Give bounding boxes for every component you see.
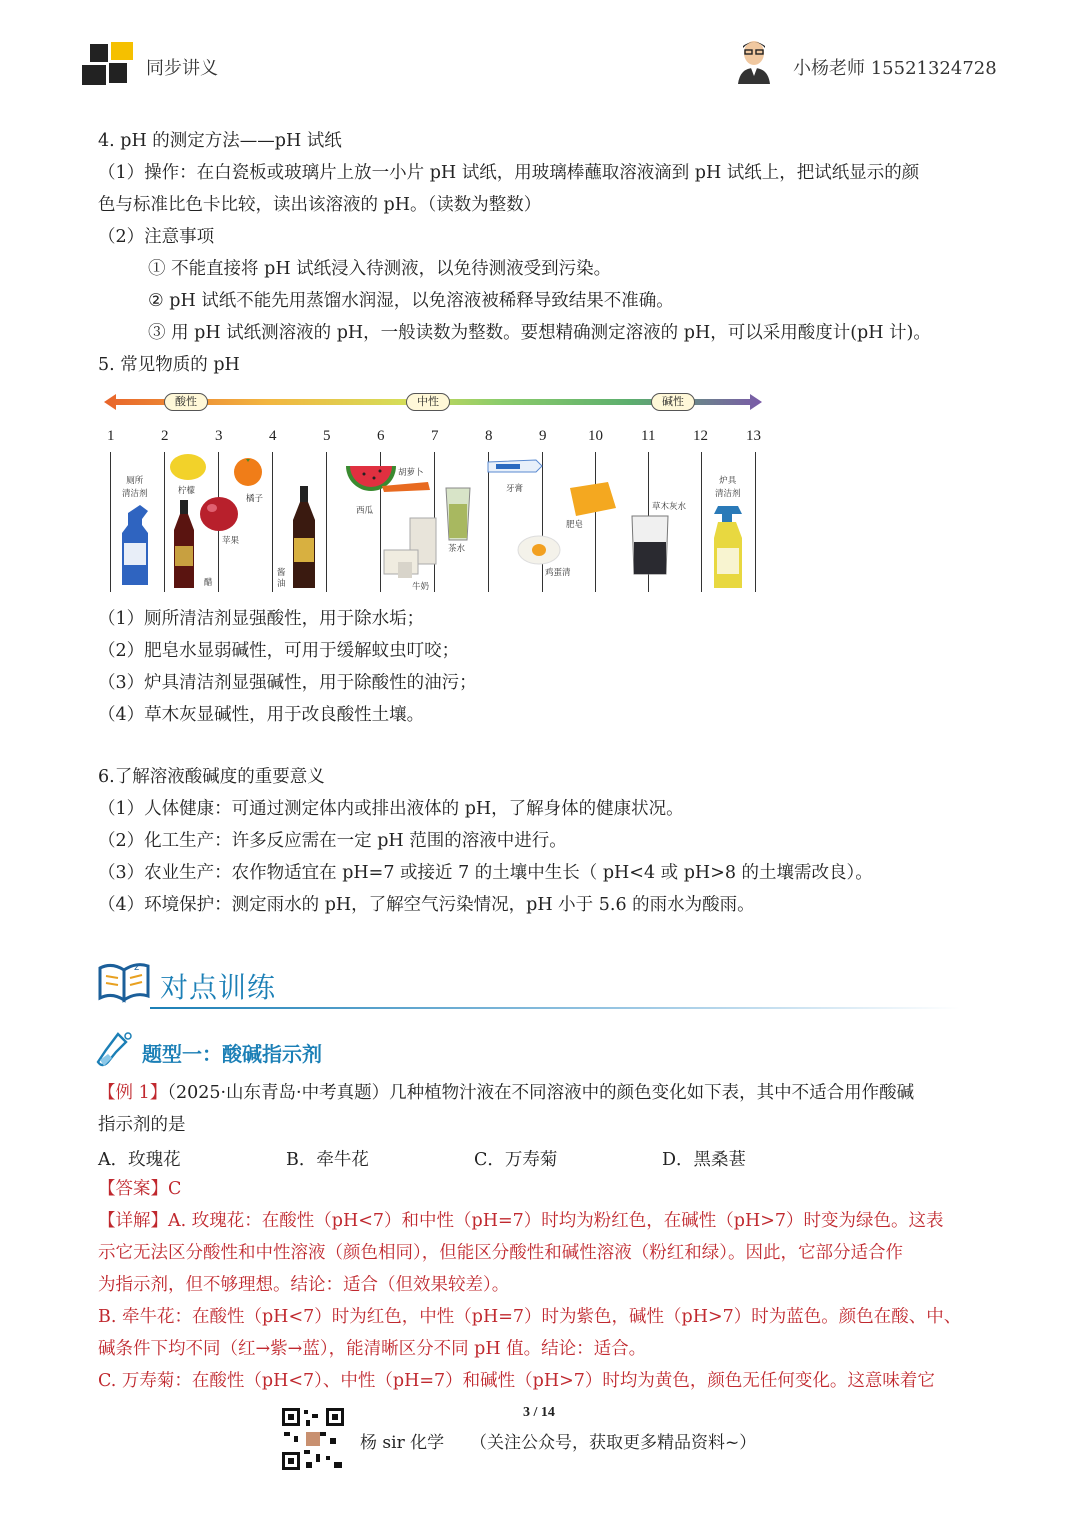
option-d: D．黑桑葚: [662, 1150, 747, 1170]
tick-label: 4: [269, 428, 277, 444]
tea-glass-icon: [444, 486, 472, 542]
section-6-item1: （1）人体健康：可通过测定体内或排出液体的 pH，了解身体的健康状况。: [98, 799, 684, 819]
orange-icon: [232, 456, 264, 488]
neutral-label: 中性: [406, 393, 450, 411]
example-tag: 【例 1】: [98, 1083, 168, 1103]
tick-label: 13: [746, 428, 761, 444]
lemon-icon: [168, 452, 208, 484]
section-6-item4: （4）环境保护：测定雨水的 pH，了解空气污染情况，pH 小于 5.6 的雨水为酸雨。: [98, 895, 755, 915]
scale-divider: [755, 452, 756, 592]
footer-brand: 杨 sir 化学: [360, 1433, 445, 1453]
tick-label: 11: [641, 428, 656, 444]
detail-line1: A. 玫瑰花：在酸性（pH<7）和中性（pH=7）时均为粉红色，在碱性（pH>7）时变为绿色。这表: [168, 1211, 944, 1231]
option-c: C．万寿菊: [474, 1150, 558, 1170]
footer-note: （关注公众号，获取更多精品资料~）: [470, 1433, 757, 1453]
example-line2: 指示剂的是: [98, 1115, 186, 1135]
scale-divider: [701, 452, 702, 592]
option-a: A．玫瑰花: [98, 1150, 181, 1170]
label-plant-ash-water: 草木灰水: [652, 502, 687, 512]
section-5-item3: （3）炉具清洁剂显强碱性，用于除酸性的油污；: [98, 673, 477, 693]
section-4-op-line2: 色与标准比色卡比较，读出该溶液的 pH。（读数为整数）: [98, 195, 542, 215]
toilet-cleaner-icon: [118, 505, 154, 590]
egg-white-icon: [516, 534, 562, 566]
tick-label: 5: [323, 428, 331, 444]
tick-label: 6: [377, 428, 385, 444]
tick-label: 12: [693, 428, 708, 444]
tick-label: 2: [161, 428, 169, 444]
detail-line4: B. 牵牛花：在酸性（pH<7）时为红色，中性（pH=7）时为紫色，碱性（pH>7）时为蓝色。颜色在酸、中、: [98, 1307, 962, 1327]
scale-divider: [110, 452, 111, 592]
label-soap: 肥皂: [566, 520, 584, 530]
scale-divider: [164, 452, 165, 592]
option-b: B．牵牛花: [286, 1150, 369, 1170]
acid-label: 酸性: [164, 393, 208, 411]
section-4-op-line1: （1）操作：在白瓷板或玻璃片上放一小片 pH 试纸，用玻璃棒蘸取溶液滴到 pH 试纸上，把试纸显示的颜: [98, 163, 920, 183]
label-toilet-cleaner: 厕所 清洁剂: [122, 476, 148, 499]
scale-divider: [272, 452, 273, 592]
vinegar-bottle-icon: [172, 500, 196, 590]
soap-icon: [566, 478, 618, 518]
scale-divider: [595, 452, 596, 592]
label-soy-sauce: 酱 油: [277, 568, 286, 589]
section-4-note3: ③ 用 pH 试纸测溶液的 pH，一般读数为整数。要想精确测定溶液的 pH，可以采用酸度计(pH 计)。: [148, 323, 931, 343]
section-5-item4: （4）草木灰显碱性，用于改良酸性土壤。: [98, 705, 425, 725]
open-book-icon: [96, 956, 154, 1004]
answer-tag: 【答案】: [98, 1179, 168, 1199]
detail-tag: 【详解】: [98, 1211, 168, 1231]
header-teacher: 小杨老师 15521324728: [793, 58, 997, 79]
banner-underline: [150, 1007, 960, 1009]
stove-cleaner-spray-icon: [710, 504, 746, 590]
flask-icon: [96, 1030, 136, 1070]
section-4-heading: 4. pH 的测定方法——pH 试纸: [98, 131, 342, 151]
carrot-icon: [378, 478, 434, 498]
tick-label: 3: [215, 428, 223, 444]
label-apple: 苹果: [222, 536, 240, 546]
section-4-note2: ② pH 试纸不能先用蒸馏水润湿，以免溶液被稀释导致结果不准确。: [148, 291, 674, 311]
page-number: 3 / 14: [523, 1405, 555, 1420]
svg-text:z: z: [134, 962, 140, 973]
qr-code-icon: [280, 1406, 346, 1472]
base-label: 碱性: [651, 393, 695, 411]
detail-line3: 为指示剂，但不够理想。结论：适合（但效果较差）。: [98, 1275, 510, 1295]
example-line1: （2025·山东青岛·中考真题）几种植物汁液在不同溶液中的颜色变化如下表，其中不适合用作酸碱: [167, 1083, 915, 1103]
tick-label: 7: [431, 428, 439, 444]
milk-icon: [380, 516, 440, 580]
label-stove-cleaner: 炉具 清洁剂: [715, 476, 741, 499]
label-egg-white: 鸡蛋清: [545, 568, 571, 578]
label-lemon: 柠檬: [178, 486, 196, 496]
question-type-title: 题型一：酸碱指示剂: [142, 1042, 322, 1066]
detail-line2: 示它无法区分酸性和中性溶液（颜色相同），但能区分酸性和碱性溶液（粉红和绿）。因此，它部分适合作: [98, 1243, 903, 1263]
section-4-notes-title: （2）注意事项: [98, 227, 215, 247]
scale-divider: [326, 452, 327, 592]
tick-label: 9: [539, 428, 547, 444]
soy-sauce-bottle-icon: [291, 486, 317, 590]
label-tea: 茶水: [448, 544, 466, 554]
detail-line6: C. 万寿菊：在酸性（pH<7）、中性（pH=7）和碱性（pH>7）时均为黄色，颜色无任何变化。这意味着它: [98, 1371, 935, 1391]
teacher-avatar-icon: [734, 38, 774, 84]
logo-icon: [80, 40, 136, 88]
label-milk: 牛奶: [412, 582, 430, 592]
section-6-item2: （2）化工生产：许多反应需在一定 pH 范围的溶液中进行。: [98, 831, 567, 851]
label-vinegar: 醋: [204, 578, 213, 588]
detail-line5: 碱条件下均不同（红→紫→蓝），能清晰区分不同 pH 值。结论：适合。: [98, 1339, 647, 1359]
apple-icon: [198, 494, 240, 532]
header-title: 同步讲义: [146, 58, 218, 79]
tick-label: 10: [588, 428, 603, 444]
section-5-item2: （2）肥皂水显弱碱性，可用于缓解蚊虫叮咬；: [98, 641, 460, 661]
label-carrot: 胡萝卜: [398, 468, 424, 478]
tick-label: 1: [107, 428, 115, 444]
section-5-item1: （1）厕所清洁剂显强酸性，用于除水垢；: [98, 609, 425, 629]
section-6-item3: （3）农业生产：农作物适宜在 pH=7 或接近 7 的土壤中生长（ pH<4 或 pH>8 的土壤需改良）。: [98, 863, 873, 883]
section-5-heading: 5. 常见物质的 pH: [98, 355, 240, 375]
answer-value: C: [168, 1179, 182, 1199]
toothpaste-icon: [486, 458, 544, 476]
practice-banner-title: 对点训练: [160, 971, 277, 1004]
section-4-note1: ① 不能直接将 pH 试纸浸入待测液，以免待测液受到污染。: [148, 259, 612, 279]
label-watermelon: 西瓜: [356, 506, 374, 516]
label-toothpaste: 牙膏: [506, 484, 524, 494]
section-6-heading: 6.了解溶液酸碱度的重要意义: [98, 767, 325, 787]
tick-label: 8: [485, 428, 493, 444]
ash-water-beaker-icon: [630, 514, 670, 576]
label-orange: 橘子: [246, 494, 264, 504]
